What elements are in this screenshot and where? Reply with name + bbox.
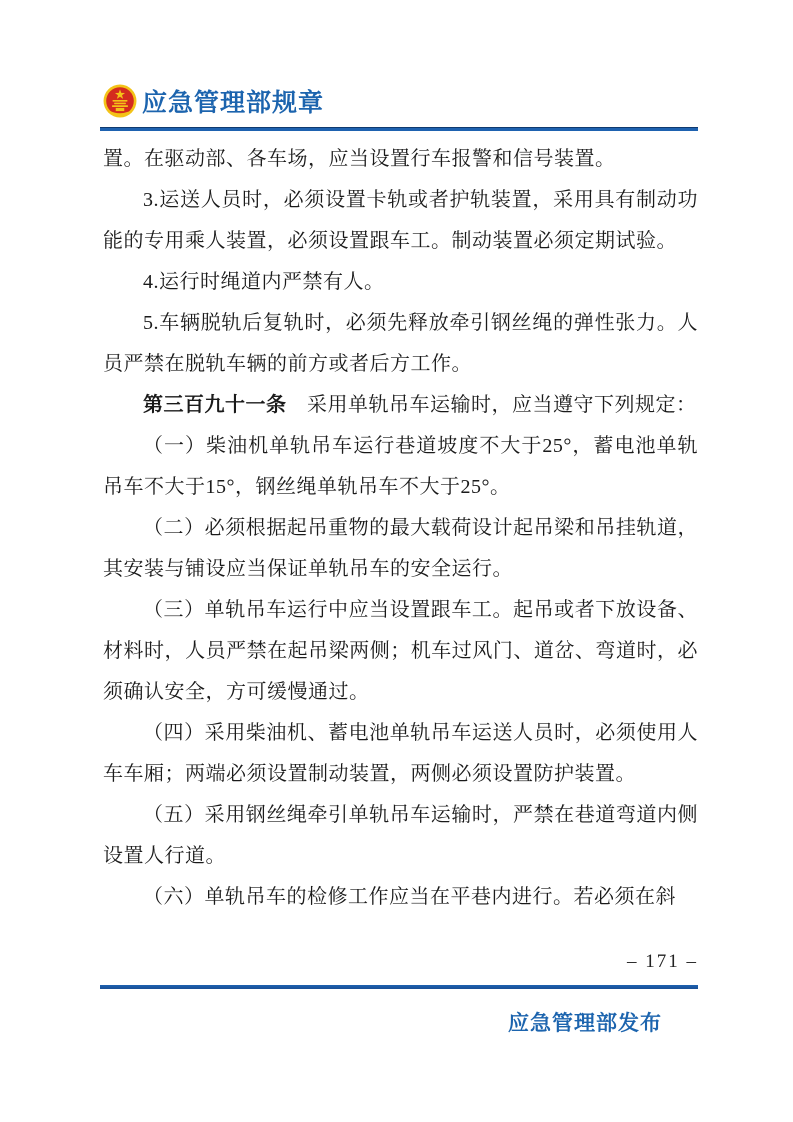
paragraph-text: 4.运行时绳道内严禁有人。 (143, 271, 385, 293)
paragraph-text: （一）柴油机单轨吊车运行巷道坡度不大于25°，蓄电池单轨吊车不大于15°，钢丝绳单轨吊车不大于25°。 (103, 435, 698, 498)
footer-rule (100, 985, 698, 989)
paragraph-text: （四）采用柴油机、蓄电池单轨吊车运送人员时，必须使用人车车厢；两端必须设置制动装置，两侧必须设置防护装置。 (103, 722, 698, 785)
header-title: 应急管理部规章 (142, 89, 325, 117)
body-paragraph (103, 262, 698, 303)
paragraph-text: （五）采用钢丝绳牵引单轨吊车运输时，严禁在巷道弯道内侧设置人行道。 (103, 804, 698, 867)
paragraph-text: （六）单轨吊车的检修工作应当在平巷内进行。若必须在斜 (143, 886, 676, 908)
header-rule (100, 127, 698, 131)
body-paragraph (103, 795, 698, 877)
paragraph-text: 置。在驱动部、各车场，应当设置行车报警和信号装置。 (103, 148, 616, 170)
document-body (103, 139, 698, 918)
body-paragraph (103, 713, 698, 795)
body-paragraph (103, 139, 698, 180)
body-paragraph (103, 385, 698, 426)
article-number: 第三百九十一条 (143, 394, 287, 416)
national-emblem-icon (103, 84, 137, 118)
footer-publisher: 应急管理部发布 (508, 1012, 662, 1035)
paragraph-text: 5.车辆脱轨后复轨时，必须先释放牵引钢丝绳的弹性张力。人员严禁在脱轨车辆的前方或者后方工作。 (103, 312, 698, 375)
body-paragraph (103, 426, 698, 508)
header-brand (103, 83, 324, 119)
body-paragraph (103, 590, 698, 713)
body-paragraph (103, 180, 698, 262)
body-paragraph (103, 877, 698, 918)
body-paragraph (103, 508, 698, 590)
paragraph-text: 采用单轨吊车运输时，应当遵守下列规定： (286, 394, 697, 416)
page-number: – 171 – (627, 951, 698, 972)
paragraph-text: （二）必须根据起吊重物的最大载荷设计起吊梁和吊挂轨道，其安装与铺设应当保证单轨吊车的安全运行。 (103, 517, 698, 580)
paragraph-text: 3.运送人员时，必须设置卡轨或者护轨装置，采用具有制动功能的专用乘人装置，必须设置跟车工。制动装置必须定期试验。 (103, 189, 698, 252)
body-paragraph (103, 303, 698, 385)
paragraph-text: （三）单轨吊车运行中应当设置跟车工。起吊或者下放设备、材料时，人员严禁在起吊梁两侧；机车过风门、道岔、弯道时，必须确认安全，方可缓慢通过。 (103, 599, 698, 703)
